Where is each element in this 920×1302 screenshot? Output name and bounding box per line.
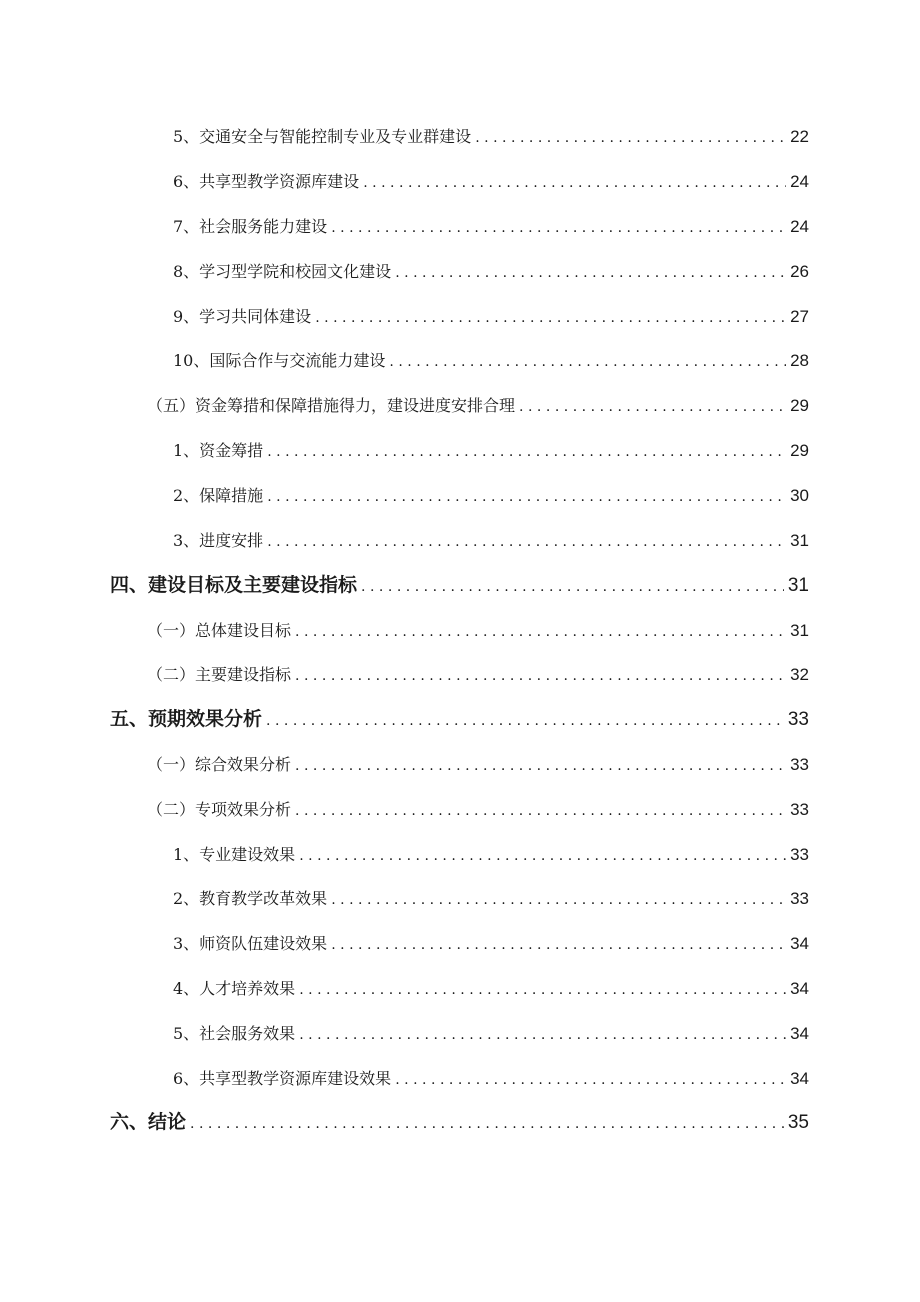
- toc-entry-title: 2、保障措施: [173, 486, 264, 505]
- toc-entry-page: 33: [790, 800, 809, 819]
- toc-entry-title: 3、师资队伍建设效果: [173, 934, 328, 953]
- toc-entry-page: 26: [790, 262, 809, 281]
- toc-entry[interactable]: [173, 352, 809, 369]
- toc-entry-title: 2、教育教学改革效果: [173, 889, 328, 908]
- toc-entry[interactable]: [173, 1070, 809, 1087]
- toc-entry-page: 31: [787, 575, 809, 596]
- toc-entry-page: 28: [790, 351, 809, 370]
- toc-entry[interactable]: [110, 1113, 809, 1132]
- toc-entry[interactable]: [147, 801, 809, 818]
- toc-dot-leader: [295, 669, 786, 683]
- toc-entry[interactable]: [173, 980, 809, 997]
- toc-entry-title: 6、共享型教学资源库建设效果: [173, 1069, 392, 1088]
- toc-entry[interactable]: [147, 397, 809, 414]
- toc-entry-title: （一）综合效果分析: [147, 755, 292, 774]
- toc-entry[interactable]: [110, 710, 809, 729]
- toc-entry[interactable]: [173, 173, 809, 190]
- toc-entry[interactable]: [147, 666, 809, 683]
- toc-dot-leader: [190, 1117, 784, 1131]
- toc-entry-page: 24: [790, 172, 809, 191]
- toc-dot-leader: [331, 938, 786, 952]
- toc-entry[interactable]: [147, 622, 809, 639]
- toc-dot-leader: [331, 221, 786, 235]
- toc-dot-leader: [299, 983, 786, 997]
- toc-entry-page: 34: [790, 979, 809, 998]
- toc-entry-title: 9、学习共同体建设: [173, 307, 312, 326]
- toc-entry[interactable]: [173, 128, 809, 145]
- toc-entry[interactable]: [173, 1025, 809, 1042]
- toc-entry-title: 1、资金筹措: [173, 441, 264, 460]
- toc-entry-page: 33: [787, 709, 809, 730]
- toc-dot-leader: [519, 400, 786, 414]
- toc-entry-page: 34: [790, 1069, 809, 1088]
- toc-dot-leader: [295, 804, 786, 818]
- toc-dot-leader: [295, 625, 786, 639]
- toc-entry-page: 34: [790, 934, 809, 953]
- toc-dot-leader: [361, 580, 784, 594]
- toc-entry-page: 33: [790, 889, 809, 908]
- toc-entry[interactable]: [173, 935, 809, 952]
- toc-entry-page: 29: [790, 441, 809, 460]
- toc-dot-leader: [395, 266, 786, 280]
- toc-entry-title: 1、专业建设效果: [173, 845, 296, 864]
- toc-dot-leader: [315, 311, 786, 325]
- toc-dot-leader: [267, 535, 786, 549]
- toc-entry-title: 四、建设目标及主要建设指标: [110, 574, 358, 596]
- toc-entry[interactable]: [173, 218, 809, 235]
- toc-entry-title: 7、社会服务能力建设: [173, 217, 328, 236]
- toc-entry[interactable]: [173, 263, 809, 280]
- toc-dot-leader: [295, 759, 786, 773]
- toc-entry-page: 32: [790, 665, 809, 684]
- toc-entry-title: 5、社会服务效果: [173, 1024, 296, 1043]
- toc-dot-leader: [395, 1073, 786, 1087]
- toc-entry-title: 6、共享型教学资源库建设: [173, 172, 360, 191]
- toc-entry[interactable]: [173, 846, 809, 863]
- toc-entry-page: 22: [790, 127, 809, 146]
- toc-entry-title: 8、学习型学院和校园文化建设: [173, 262, 392, 281]
- toc-dot-leader: [267, 490, 786, 504]
- toc-dot-leader: [331, 893, 786, 907]
- toc-entry-title: 五、预期效果分析: [110, 708, 263, 730]
- toc-entry-page: 31: [790, 531, 809, 550]
- toc-dot-leader: [389, 355, 786, 369]
- toc-dot-leader: [475, 131, 786, 145]
- toc-entry-page: 33: [790, 845, 809, 864]
- toc-entry-title: （二）主要建设指标: [147, 665, 292, 684]
- toc-entry-title: 5、交通安全与智能控制专业及专业群建设: [173, 127, 472, 146]
- toc-entry-title: 六、结论: [110, 1111, 187, 1133]
- toc-entry[interactable]: [110, 576, 809, 595]
- toc-entry-page: 35: [787, 1112, 809, 1133]
- toc-entry[interactable]: [173, 487, 809, 504]
- toc-entry-title: 3、进度安排: [173, 531, 264, 550]
- toc-entry[interactable]: [147, 756, 809, 773]
- toc-entry-title: 4、人才培养效果: [173, 979, 296, 998]
- toc-entry[interactable]: [173, 532, 809, 549]
- toc-entry-page: 29: [790, 396, 809, 415]
- toc-dot-leader: [299, 849, 786, 863]
- toc-entry[interactable]: [173, 442, 809, 459]
- toc-entry-page: 34: [790, 1024, 809, 1043]
- toc-entry-page: 27: [790, 307, 809, 326]
- toc-dot-leader: [299, 1028, 786, 1042]
- toc-entry-page: 24: [790, 217, 809, 236]
- toc-entry-page: 31: [790, 621, 809, 640]
- toc-dot-leader: [267, 445, 786, 459]
- toc-dot-leader: [266, 714, 784, 728]
- toc-entry-page: 30: [790, 486, 809, 505]
- toc-entry-title: 10、国际合作与交流能力建设: [173, 351, 386, 370]
- toc-entry-page: 33: [790, 755, 809, 774]
- toc-entry-title: （一）总体建设目标: [147, 621, 292, 640]
- toc-entry-title: （五）资金筹措和保障措施得力，建设进度安排合理: [147, 396, 516, 415]
- toc-entry[interactable]: [173, 308, 809, 325]
- toc-entry-title: （二）专项效果分析: [147, 800, 292, 819]
- toc-entry[interactable]: [173, 890, 809, 907]
- toc-dot-leader: [363, 176, 786, 190]
